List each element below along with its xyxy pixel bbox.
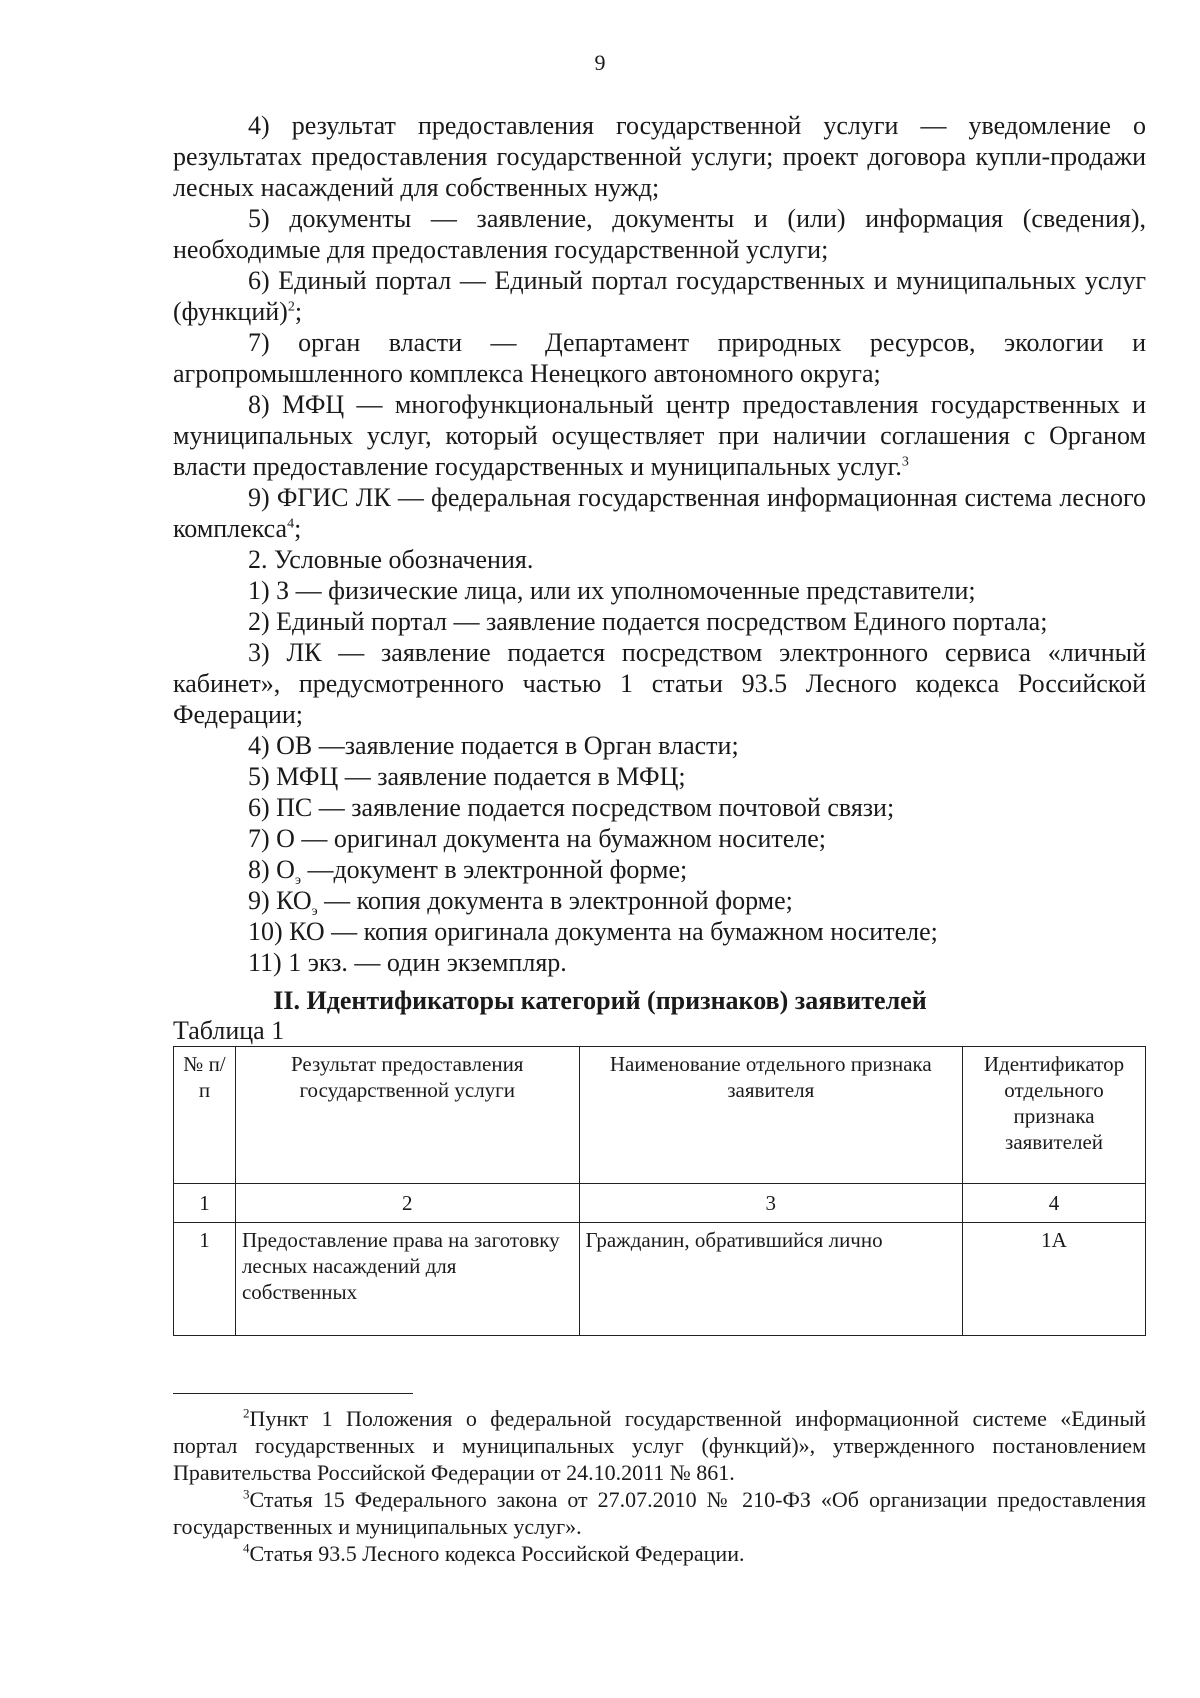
convention-9-b: — копия документа в электронной форме;: [317, 886, 793, 915]
document-body: [173, 110, 1146, 978]
convention-3: 3) ЛК — заявление подается посредством электронного сервиса «личный кабинет», предусмотренного частью 1 статьи 93.5 Лесного кодекса Российской Федерации;: [173, 638, 1146, 729]
convention-6: 6) ПС — заявление подается посредством почтовой связи;: [248, 793, 895, 822]
applicant-categories-table: [173, 1046, 1146, 1336]
definition-4: 4) результат предоставления государственной услуги — уведомление о результатах предоставления государственной услуги; проект договора купли-продажи лесных насаждений для собственных нужд;: [173, 111, 1146, 202]
definition-9-text: 9) ФГИС ЛК — федеральная государственная информационная система лесного комплекса: [173, 483, 1146, 543]
header-cell: Результат предоставления государственной услуги: [235, 1047, 579, 1184]
definition-6-text: 6) Единый портал — Единый портал государственных и муниципальных услуг (функций): [173, 266, 1146, 326]
convention-2: 2) Единый портал — заявление подается посредством Единого портала;: [248, 607, 1048, 636]
convention-10: 10) КО — копия оригинала документа на бумажном носителе;: [248, 917, 938, 946]
footnote-ref-2: 2: [287, 299, 295, 315]
definition-8-text: 8) МФЦ — многофункциональный центр предоставления государственных и муниципальных услуг, который осуществляет при наличии соглашения с Органом власти предоставление государственных и муниципальных услуг.: [173, 390, 1146, 481]
footnote-mark-3: 3: [243, 1486, 250, 1502]
footnote-4: [173, 1540, 1146, 1567]
table-caption: Таблица 1: [173, 1016, 285, 1045]
convention-4: 4) ОВ —заявление подается в Орган власти;: [248, 731, 739, 760]
header-cell: Наименование отдельного признака заявителя: [579, 1047, 962, 1184]
table-header-row: [174, 1047, 1146, 1184]
convention-8: [173, 854, 1146, 889]
convention-11: 11) 1 экз. — один экземпляр.: [248, 948, 567, 977]
convention-9-sub: э: [311, 904, 318, 920]
footnote-4-text: Статья 93.5 Лесного кодекса Российской Федерации.: [249, 1541, 745, 1566]
definition-5: 5) документы — заявление, документы и (или) информация (сведения), необходимые для предоставления государственной услуги;: [173, 204, 1146, 264]
convention-8-a: 8) О: [248, 855, 295, 884]
table-column-numbers-row: [174, 1184, 1146, 1223]
footnote-2-text: Пункт 1 Положения о федеральной государственной информационной системе «Единый портал государственных и муниципальных услуг (функций)», утвержденного постановлением Правительства Российской Федерации от 24.10.2011 № 861.: [173, 1406, 1146, 1485]
footnote-ref-4: 4: [287, 516, 295, 532]
convention-9: [173, 885, 1146, 920]
footnote-mark-4: 4: [243, 1540, 250, 1556]
section-title: II. Идентификаторы категорий (признаков) заявителей: [273, 986, 927, 1015]
table-cell: Гражданин, обратившийся лично: [579, 1223, 962, 1336]
footnote-mark-2: 2: [243, 1405, 250, 1421]
footnote-3: [173, 1486, 1146, 1540]
column-number-cell: 2: [235, 1184, 579, 1223]
convention-5: 5) МФЦ — заявление подается в МФЦ;: [248, 762, 686, 791]
footnote-2: [173, 1405, 1146, 1486]
convention-8-b: —документ в электронной форме;: [300, 855, 688, 884]
table-cell: Предоставление права на заготовку лесных насаждений для собственных: [235, 1223, 579, 1336]
convention-7: 7) О — оригинал документа на бумажном носителе;: [248, 824, 827, 853]
definition-6: 6) Единый портал — Единый портал государственных и муниципальных услуг (функций)$^2$;: [173, 266, 1146, 326]
convention-8-sub: э: [294, 873, 301, 889]
footnote-3-text: Статья 15 Федерального закона от 27.07.2010 № 210-ФЗ «Об организации предоставления государственных и муниципальных услуг».: [173, 1487, 1146, 1539]
footnote-ref-3: 3: [901, 454, 909, 470]
column-number-cell: 1: [174, 1184, 236, 1223]
convention-9-a: 9) КО: [248, 886, 312, 915]
column-number-cell: 4: [963, 1184, 1146, 1223]
definition-8: [173, 389, 1146, 482]
header-cell: Идентификатор отдельного признака заявителей: [963, 1047, 1146, 1184]
table-row: [174, 1223, 1146, 1336]
definition-9: 9) ФГИС ЛК — федеральная государственная информационная система лесного комплекса$^4$;: [173, 483, 1146, 543]
table-cell: 1А: [963, 1223, 1146, 1336]
conventions-heading: 2. Условные обозначения.: [248, 545, 534, 574]
page-number: 9: [594, 50, 606, 75]
table-cell: 1: [174, 1223, 236, 1336]
footnotes: [173, 1405, 1146, 1567]
convention-1: 1) З — физические лица, или их уполномоченные представители;: [248, 576, 976, 605]
footnote-divider: [173, 1393, 413, 1394]
definition-7: 7) орган власти — Департамент природных ресурсов, экологии и агропромышленного комплекса Ненецкого автономного округа;: [173, 328, 1146, 388]
column-number-cell: 3: [579, 1184, 962, 1223]
header-cell: № п/п: [174, 1047, 236, 1184]
